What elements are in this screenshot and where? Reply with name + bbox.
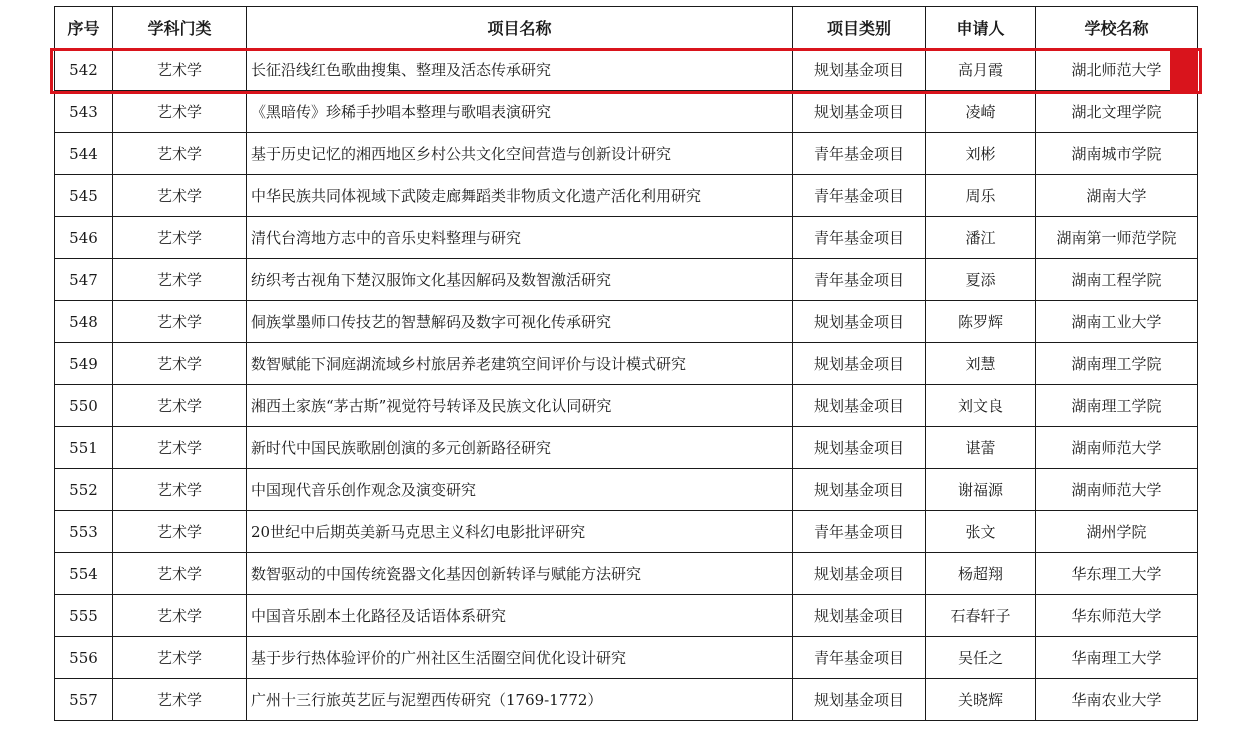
cell-serial: 553 (55, 511, 113, 553)
cell-school: 湖南城市学院 (1036, 133, 1198, 175)
project-table (54, 6, 1198, 721)
cell-applicant: 陈罗辉 (926, 301, 1036, 343)
cell-applicant: 夏添 (926, 259, 1036, 301)
cell-applicant: 关晓辉 (926, 679, 1036, 721)
cell-project-name: 侗族掌墨师口传技艺的智慧解码及数字可视化传承研究 (247, 301, 793, 343)
table-row (55, 91, 1198, 133)
table-row (55, 595, 1198, 637)
cell-school: 华东师范大学 (1036, 595, 1198, 637)
cell-serial: 547 (55, 259, 113, 301)
cell-discipline: 艺术学 (113, 511, 247, 553)
cell-discipline: 艺术学 (113, 217, 247, 259)
table-row (55, 343, 1198, 385)
cell-serial: 548 (55, 301, 113, 343)
cell-applicant: 凌崎 (926, 91, 1036, 133)
table-row (55, 469, 1198, 511)
cell-applicant: 石春轩子 (926, 595, 1036, 637)
cell-project-name: 中国现代音乐创作观念及演变研究 (247, 469, 793, 511)
cell-discipline: 艺术学 (113, 469, 247, 511)
cell-school: 湖北文理学院 (1036, 91, 1198, 133)
cell-project-name: 清代台湾地方志中的音乐史料整理与研究 (247, 217, 793, 259)
cell-serial: 543 (55, 91, 113, 133)
cell-school: 湖南工业大学 (1036, 301, 1198, 343)
cell-applicant: 谌蕾 (926, 427, 1036, 469)
table-body (55, 49, 1198, 721)
cell-project-name: 中华民族共同体视域下武陵走廊舞蹈类非物质文化遗产活化利用研究 (247, 175, 793, 217)
cell-school: 湖北师范大学 (1036, 49, 1198, 91)
header-project-name: 项目名称 (247, 7, 793, 49)
cell-project-type: 规划基金项目 (793, 427, 926, 469)
cell-school: 华南农业大学 (1036, 679, 1198, 721)
cell-discipline: 艺术学 (113, 637, 247, 679)
cell-project-type: 青年基金项目 (793, 133, 926, 175)
table-row (55, 511, 1198, 553)
cell-project-type: 规划基金项目 (793, 595, 926, 637)
table-row (55, 259, 1198, 301)
cell-school: 湖南理工学院 (1036, 385, 1198, 427)
header-serial: 序号 (55, 7, 113, 49)
cell-project-name: 中国音乐剧本土化路径及话语体系研究 (247, 595, 793, 637)
table-row (55, 385, 1198, 427)
cell-project-name: 数智赋能下洞庭湖流域乡村旅居养老建筑空间评价与设计模式研究 (247, 343, 793, 385)
cell-discipline: 艺术学 (113, 343, 247, 385)
cell-project-type: 青年基金项目 (793, 637, 926, 679)
cell-school: 湖南师范大学 (1036, 427, 1198, 469)
cell-serial: 552 (55, 469, 113, 511)
cell-project-name: 纺织考古视角下楚汉服饰文化基因解码及数智激活研究 (247, 259, 793, 301)
cell-serial: 556 (55, 637, 113, 679)
table-row-highlighted (55, 49, 1198, 91)
cell-project-name: 湘西土家族“茅古斯”视觉符号转译及民族文化认同研究 (247, 385, 793, 427)
cell-applicant: 吴任之 (926, 637, 1036, 679)
table-row (55, 301, 1198, 343)
cell-serial: 554 (55, 553, 113, 595)
table-row (55, 679, 1198, 721)
header-applicant: 申请人 (926, 7, 1036, 49)
cell-school: 湖南第一师范学院 (1036, 217, 1198, 259)
cell-serial: 542 (55, 49, 113, 91)
header-school: 学校名称 (1036, 7, 1198, 49)
cell-applicant: 刘慧 (926, 343, 1036, 385)
cell-project-name: 基于历史记忆的湘西地区乡村公共文化空间营造与创新设计研究 (247, 133, 793, 175)
table-row (55, 427, 1198, 469)
cell-project-name: 20世纪中后期英美新马克思主义科幻电影批评研究 (247, 511, 793, 553)
cell-project-name: 基于步行热体验评价的广州社区生活圈空间优化设计研究 (247, 637, 793, 679)
cell-discipline: 艺术学 (113, 175, 247, 217)
cell-serial: 545 (55, 175, 113, 217)
cell-project-type: 规划基金项目 (793, 343, 926, 385)
header-discipline: 学科门类 (113, 7, 247, 49)
cell-project-name: 《黑暗传》珍稀手抄唱本整理与歌唱表演研究 (247, 91, 793, 133)
cell-applicant: 谢福源 (926, 469, 1036, 511)
cell-applicant: 高月霞 (926, 49, 1036, 91)
cell-applicant: 刘彬 (926, 133, 1036, 175)
cell-discipline: 艺术学 (113, 595, 247, 637)
table-row (55, 553, 1198, 595)
cell-applicant: 杨超翔 (926, 553, 1036, 595)
cell-discipline: 艺术学 (113, 259, 247, 301)
cell-project-name: 长征沿线红色歌曲搜集、整理及活态传承研究 (247, 49, 793, 91)
table-row (55, 217, 1198, 259)
cell-applicant: 周乐 (926, 175, 1036, 217)
cell-serial: 550 (55, 385, 113, 427)
cell-project-name: 数智驱动的中国传统瓷器文化基因创新转译与赋能方法研究 (247, 553, 793, 595)
cell-discipline: 艺术学 (113, 385, 247, 427)
cell-project-name: 广州十三行旅英艺匠与泥塑西传研究（1769-1772） (247, 679, 793, 721)
cell-discipline: 艺术学 (113, 133, 247, 175)
cell-serial: 555 (55, 595, 113, 637)
cell-project-type: 规划基金项目 (793, 301, 926, 343)
cell-project-type: 青年基金项目 (793, 217, 926, 259)
cell-discipline: 艺术学 (113, 679, 247, 721)
cell-project-type: 规划基金项目 (793, 469, 926, 511)
cell-applicant: 潘江 (926, 217, 1036, 259)
cell-serial: 551 (55, 427, 113, 469)
cell-serial: 557 (55, 679, 113, 721)
cell-project-type: 规划基金项目 (793, 385, 926, 427)
cell-applicant: 张文 (926, 511, 1036, 553)
table-row (55, 175, 1198, 217)
cell-school: 湖州学院 (1036, 511, 1198, 553)
cell-project-type: 规划基金项目 (793, 91, 926, 133)
cell-applicant: 刘文良 (926, 385, 1036, 427)
cell-serial: 549 (55, 343, 113, 385)
cell-project-type: 青年基金项目 (793, 259, 926, 301)
cell-school: 华南理工大学 (1036, 637, 1198, 679)
cell-school: 华东理工大学 (1036, 553, 1198, 595)
cell-serial: 546 (55, 217, 113, 259)
table-header-row (55, 7, 1198, 49)
cell-project-name: 新时代中国民族歌剧创演的多元创新路径研究 (247, 427, 793, 469)
table-row (55, 637, 1198, 679)
cell-project-type: 规划基金项目 (793, 553, 926, 595)
table-row (55, 133, 1198, 175)
cell-project-type: 青年基金项目 (793, 511, 926, 553)
cell-school: 湖南师范大学 (1036, 469, 1198, 511)
cell-serial: 544 (55, 133, 113, 175)
cell-school: 湖南理工学院 (1036, 343, 1198, 385)
cell-discipline: 艺术学 (113, 301, 247, 343)
header-project-type: 项目类别 (793, 7, 926, 49)
cell-project-type: 规划基金项目 (793, 679, 926, 721)
cell-school: 湖南工程学院 (1036, 259, 1198, 301)
cell-discipline: 艺术学 (113, 91, 247, 133)
cell-discipline: 艺术学 (113, 553, 247, 595)
cell-project-type: 规划基金项目 (793, 49, 926, 91)
cell-school: 湖南大学 (1036, 175, 1198, 217)
cell-discipline: 艺术学 (113, 49, 247, 91)
cell-discipline: 艺术学 (113, 427, 247, 469)
highlight-side-bar (1170, 48, 1198, 94)
cell-project-type: 青年基金项目 (793, 175, 926, 217)
